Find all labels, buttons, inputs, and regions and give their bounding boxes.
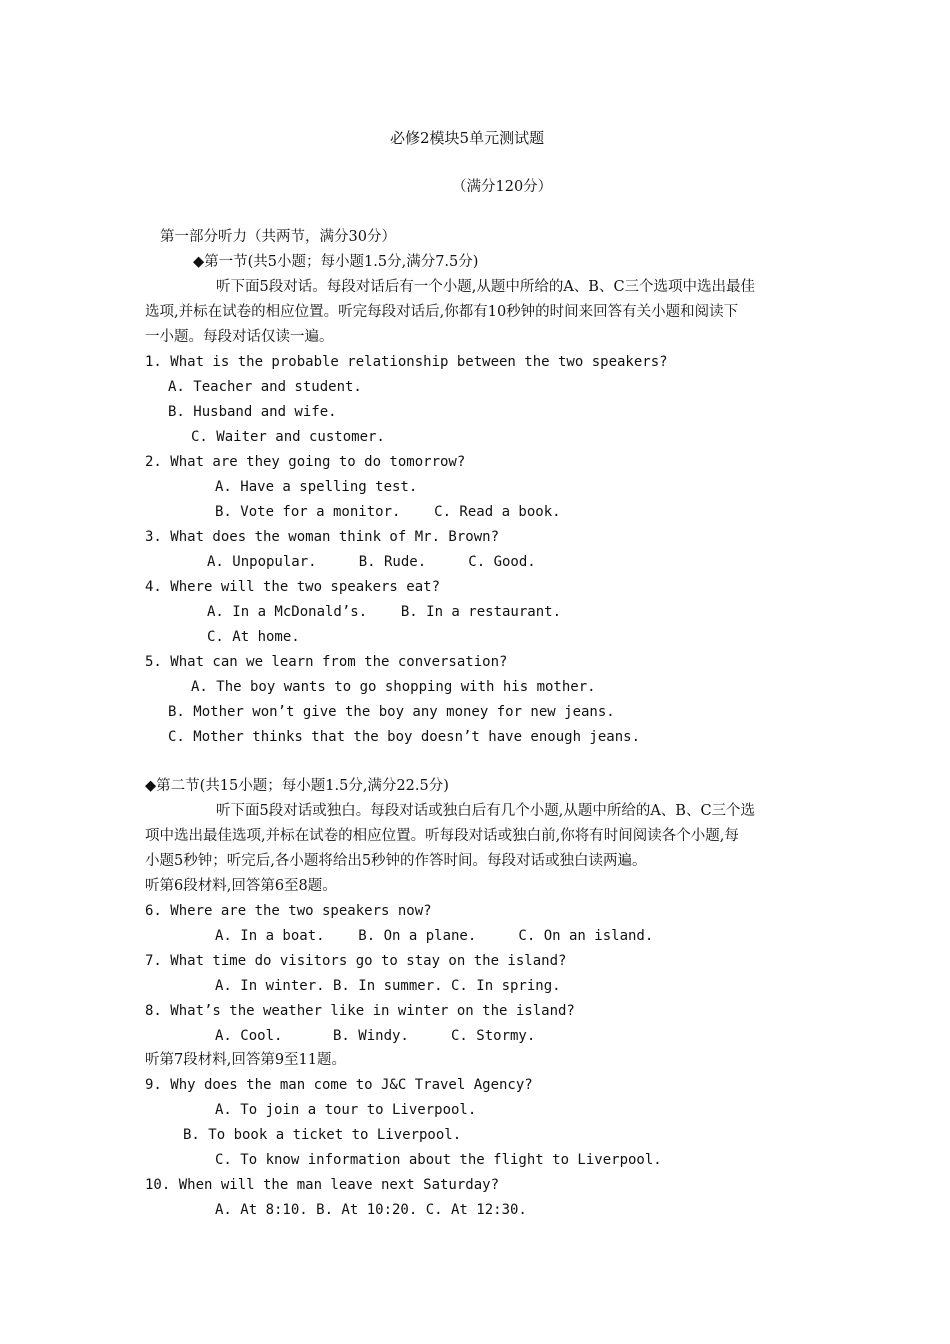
option-line: A. To join a tour to Liverpool. (215, 1102, 477, 1118)
question-8: 8. What’s the weather like in winter on the island? (145, 1003, 575, 1019)
option-line: B. Vote for a monitor. C. Read a book. (215, 504, 561, 520)
option-line: B. To book a ticket to Liverpool. (183, 1127, 462, 1143)
option-line: B. Husband and wife. (168, 404, 337, 420)
option-line: A. In a McDonald’s. B. In a restaurant. (207, 604, 562, 620)
part1-heading: 第一部分听力（共两节，满分30分） (160, 229, 396, 245)
option-line: A. Have a spelling test. (215, 479, 418, 495)
question-10: 10. When will the man leave next Saturday? (145, 1177, 500, 1193)
question-7: 7. What time do visitors go to stay on the island? (145, 953, 567, 969)
question-9: 9. Why does the man come to J&C Travel Agency? (145, 1077, 533, 1093)
question-5: 5. What can we learn from the conversation? (145, 654, 508, 670)
question-4: 4. Where will the two speakers eat? (145, 579, 441, 595)
option-line: A. In a boat. B. On a plane. C. On an island. (215, 928, 654, 944)
section1-instructions-line: 选项,并标在试卷的相应位置。听完每段对话后,你都有10秒钟的时间来回答有关小题和阅读下 (145, 304, 739, 320)
option-line: C. Waiter and customer. (191, 429, 385, 445)
question-1: 1. What is the probable relationship between the two speakers? (145, 354, 668, 370)
question-3: 3. What does the woman think of Mr. Brown? (145, 529, 500, 545)
section2-instructions-line: 听下面5段对话或独白。每段对话或独白后有几个小题,从题中所给的A、B、C三个选 (216, 803, 756, 819)
option-line: A. Unpopular. B. Rude. C. Good. (207, 554, 536, 570)
section1-instructions-line: 听下面5段对话。每段对话后有一个小题,从题中所给的A、B、C三个选项中选出最佳 (216, 279, 756, 295)
page-title: 必修2模块5单元测试题 (390, 129, 545, 147)
option-line: A. The boy wants to go shopping with his mother. (191, 679, 596, 695)
section2-instructions-line: 小题5秒钟；听完后,各小题将给出5秒钟的作答时间。每段对话或独白读两遍。 (145, 853, 647, 869)
material-7-label: 听第7段材料,回答第9至11题。 (145, 1052, 347, 1068)
question-2: 2. What are they going to do tomorrow? (145, 454, 466, 470)
section2-heading: ◆第二节(共15小题；每小题1.5分,满分22.5分) (145, 778, 449, 794)
section1-heading: ◆第一节(共5小题；每小题1.5分,满分7.5分) (193, 254, 479, 270)
question-6: 6. Where are the two speakers now? (145, 903, 432, 919)
option-line: B. Mother won’t give the boy any money for new jeans. (168, 704, 615, 720)
section1-instructions-line: 一小题。每段对话仅读一遍。 (145, 329, 334, 345)
option-line: C. To know information about the flight to Liverpool. (215, 1152, 662, 1168)
material-6-label: 听第6段材料,回答第6至8题。 (145, 878, 337, 894)
option-line: C. At home. (207, 629, 300, 645)
option-line: A. At 8:10. B. At 10:20. C. At 12:30. (215, 1202, 527, 1218)
option-line: A. In winter. B. In summer. C. In spring. (215, 978, 561, 994)
option-line: A. Cool. B. Windy. C. Stormy. (215, 1028, 536, 1044)
option-line: A. Teacher and student. (168, 379, 362, 395)
section2-instructions-line: 项中选出最佳选项,并标在试卷的相应位置。听每段对话或独白前,你将有时间阅读各个小题,每 (145, 828, 739, 844)
full-score: （满分120分） (452, 179, 553, 195)
option-line: C. Mother thinks that the boy doesn’t have enough jeans. (168, 729, 641, 745)
